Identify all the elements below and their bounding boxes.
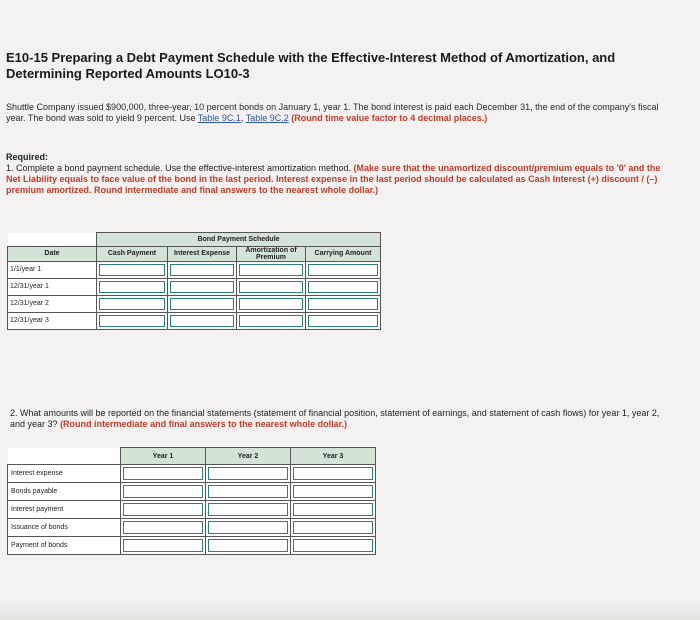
year-2-input[interactable] <box>206 465 291 483</box>
carrying-amount-input[interactable] <box>306 278 381 295</box>
row-label: 12/31/year 1 <box>8 278 97 295</box>
link-separator: , <box>240 113 244 123</box>
table-row <box>8 483 376 501</box>
col-header-interest-expense: Interest Expense <box>168 246 237 261</box>
cash-payment-input[interactable] <box>97 295 168 312</box>
table-9c1-link[interactable]: Table 9C.1 <box>197 113 241 123</box>
col-header-amortization: Amortization of Premium <box>237 246 306 261</box>
problem-intro <box>6 102 661 124</box>
interest-expense-input[interactable] <box>168 278 237 295</box>
year-3-input[interactable] <box>291 465 376 483</box>
row-label: Interest payment <box>8 501 121 519</box>
title-line-1: E10-15 Preparing a Debt Payment Schedule with the Effective-Interest Method of Amortization, and <box>6 50 616 65</box>
row-label: 12/31/year 2 <box>8 295 97 312</box>
year-3-input[interactable] <box>291 483 376 501</box>
intro-text: Shuttle Company issued $900,000, three-year, 10 percent bonds on January 1, year 1. The bond interest is paid each December 31, the end of the company's fiscal year. The bond was sold to yield 9 percent. Use <box>6 102 659 123</box>
row-label: 12/31/year 3 <box>8 312 97 329</box>
page-shadow <box>0 600 700 620</box>
year-1-input[interactable] <box>121 519 206 537</box>
year-2-input[interactable] <box>206 483 291 501</box>
financial-statements-table <box>7 447 376 555</box>
carrying-amount-input[interactable] <box>306 295 381 312</box>
required-item-1-text: 1. Complete a bond payment schedule. Use the effective-interest amortization method. <box>6 163 352 173</box>
row-label: Payment of bonds <box>8 537 121 555</box>
col-header-year-1: Year 1 <box>121 448 206 465</box>
amortization-input[interactable] <box>237 312 306 329</box>
table-row <box>8 295 381 312</box>
year-1-input[interactable] <box>121 501 206 519</box>
row-label: Issuance of bonds <box>8 519 121 537</box>
table-row <box>8 465 376 483</box>
amortization-input[interactable] <box>237 295 306 312</box>
year-3-input[interactable] <box>291 537 376 555</box>
cash-payment-input[interactable] <box>97 312 168 329</box>
question-2-text: 2. What amounts will be reported on the financial statements (statement of financial position, statement of earnings, and statement of cash flows) for year 1, year 2, and year 3? <box>10 408 660 429</box>
year-2-input[interactable] <box>206 519 291 537</box>
col-header-date: Date <box>8 246 97 261</box>
cash-payment-input[interactable] <box>97 278 168 295</box>
row-label: 1/1/year 1 <box>8 261 97 278</box>
required-heading: Required: <box>6 152 49 162</box>
table-row <box>8 519 376 537</box>
row-label: Interest expense <box>8 465 121 483</box>
table-row <box>8 537 376 555</box>
question-2 <box>10 408 670 430</box>
required-item-1 <box>6 163 666 196</box>
amortization-input[interactable] <box>237 261 306 278</box>
interest-expense-input[interactable] <box>168 261 237 278</box>
carrying-amount-input[interactable] <box>306 261 381 278</box>
table-9c2-link[interactable]: Table 9C.2 <box>245 113 289 123</box>
required-item-1-note: (Make sure that the unamortized discount/premium equals to '0' and the Net Liability equals to face value of the bond in the last period. Interest expense in the last period should be calculated as Cash Interest (+) discount / (–) premium amortized. Round intermediate and final answers to the nearest whole dollar.) <box>6 163 661 195</box>
year-1-input[interactable] <box>121 483 206 501</box>
col-header-cash-payment: Cash Payment <box>97 246 168 261</box>
schedule-caption: Bond Payment Schedule <box>97 233 381 247</box>
row-label: Bonds payable <box>8 483 121 501</box>
col-header-year-2: Year 2 <box>206 448 291 465</box>
year-3-input[interactable] <box>291 519 376 537</box>
question-2-note: (Round intermediate and final answers to the nearest whole dollar.) <box>60 419 348 429</box>
bond-payment-schedule-table <box>7 232 381 330</box>
col-header-carrying-amount: Carrying Amount <box>306 246 381 261</box>
year-2-input[interactable] <box>206 537 291 555</box>
cash-payment-input[interactable] <box>97 261 168 278</box>
rounding-note: (Round time value factor to 4 decimal places.) <box>291 113 488 123</box>
table-row <box>8 278 381 295</box>
year-1-input[interactable] <box>121 537 206 555</box>
carrying-amount-input[interactable] <box>306 312 381 329</box>
title-line-2: Determining Reported Amounts LO10-3 <box>6 66 250 81</box>
table-row <box>8 261 381 278</box>
table-row <box>8 501 376 519</box>
year-3-input[interactable] <box>291 501 376 519</box>
col-header-year-3: Year 3 <box>291 448 376 465</box>
year-2-input[interactable] <box>206 501 291 519</box>
table-row <box>8 312 381 329</box>
problem-title <box>6 50 666 82</box>
interest-expense-input[interactable] <box>168 312 237 329</box>
amortization-input[interactable] <box>237 278 306 295</box>
interest-expense-input[interactable] <box>168 295 237 312</box>
year-1-input[interactable] <box>121 465 206 483</box>
